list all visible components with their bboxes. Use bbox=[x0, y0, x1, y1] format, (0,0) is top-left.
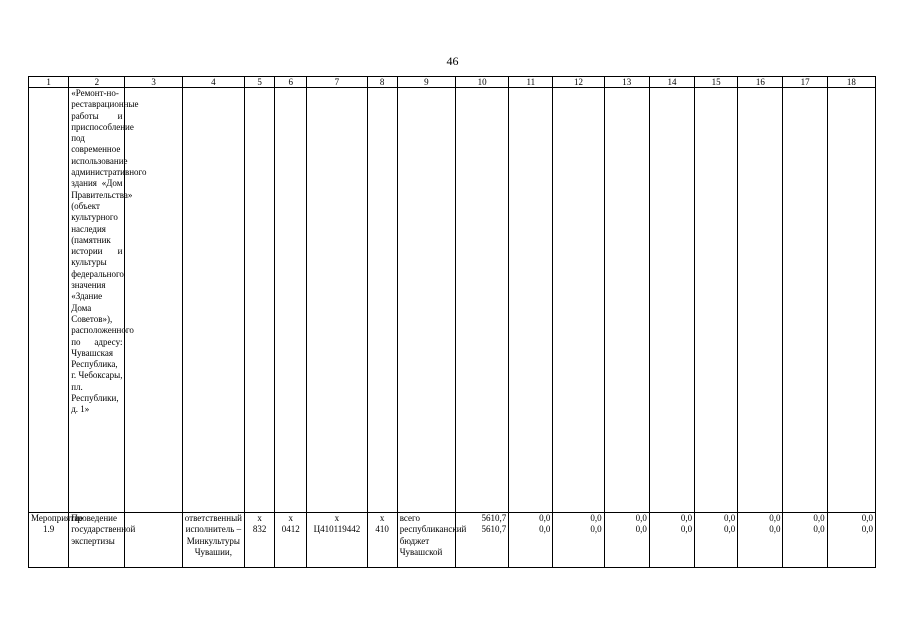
table-cell bbox=[245, 88, 275, 513]
header-cell: 8 bbox=[367, 77, 397, 88]
table-cell bbox=[307, 513, 367, 568]
cell-line: x bbox=[257, 513, 262, 523]
responsible-executor: ответственный исполнитель – Минкультуры Чувашии, bbox=[182, 513, 244, 568]
table-cell bbox=[367, 513, 397, 568]
cell-line: x bbox=[379, 513, 385, 523]
cell-line: x bbox=[288, 513, 293, 523]
amount-value: 0,0 bbox=[539, 524, 551, 535]
amount-cell bbox=[695, 513, 738, 568]
amount-value: 0,0 bbox=[813, 513, 825, 523]
header-cell: 11 bbox=[509, 77, 553, 88]
header-cell: 12 bbox=[553, 77, 604, 88]
amount-value: 0,0 bbox=[680, 524, 693, 535]
table-row bbox=[29, 513, 876, 568]
funding-source: республиканский бюджет Чувашской bbox=[399, 524, 467, 557]
table-cell bbox=[553, 88, 604, 513]
amount-value: 0,0 bbox=[769, 524, 781, 535]
amount-value: 0,0 bbox=[590, 513, 602, 523]
amount-value: 0,0 bbox=[769, 513, 781, 523]
table-cell bbox=[307, 88, 367, 513]
table-cell bbox=[783, 88, 827, 513]
header-cell: 2 bbox=[69, 77, 125, 88]
table-cell bbox=[397, 88, 455, 513]
amount-cell bbox=[509, 513, 553, 568]
amount-value: 0,0 bbox=[539, 513, 551, 523]
table-cell bbox=[695, 88, 738, 513]
table-cell bbox=[275, 88, 307, 513]
amount-cell bbox=[604, 513, 649, 568]
table-cell bbox=[125, 88, 182, 513]
header-cell: 14 bbox=[649, 77, 694, 88]
table-cell bbox=[245, 513, 275, 568]
amount-cell bbox=[827, 513, 875, 568]
amount-value: 0,0 bbox=[724, 513, 736, 523]
amount-value: 0,0 bbox=[635, 524, 647, 535]
header-cell: 6 bbox=[275, 77, 307, 88]
header-cell: 10 bbox=[455, 77, 508, 88]
table-cell bbox=[275, 513, 307, 568]
header-cell: 1 bbox=[29, 77, 69, 88]
header-cell: 16 bbox=[738, 77, 783, 88]
table-cell bbox=[509, 88, 553, 513]
amount-cell bbox=[783, 513, 827, 568]
amount-value: 5610,7 bbox=[481, 513, 507, 523]
amount-cell bbox=[738, 513, 783, 568]
header-cell: 18 bbox=[827, 77, 875, 88]
header-cell: 17 bbox=[783, 77, 827, 88]
table-cell bbox=[182, 88, 244, 513]
funding-source: всего bbox=[399, 513, 420, 523]
amount-value: 0,0 bbox=[680, 513, 693, 523]
cell-line: 0412 bbox=[281, 524, 300, 535]
table-cell bbox=[827, 88, 875, 513]
cell-line: 410 bbox=[375, 524, 389, 535]
header-cell: 7 bbox=[307, 77, 367, 88]
cell-line: 832 bbox=[252, 524, 267, 535]
table-cell bbox=[29, 88, 69, 513]
continued-description: «Ремонт-но-реставрационные работы и приспособление под современное использование административного здания «Дом Правительства» (объект культурного наследия (памятник истории и культуры федерального значения «Здание Дома Советов»), расположенного по адресу: Чувашская Республика, г. Чебоксары, пл. Республики, д. 1» bbox=[69, 88, 125, 513]
amount-value: 0,0 bbox=[861, 524, 873, 535]
header-cell: 9 bbox=[397, 77, 455, 88]
header-cell: 15 bbox=[695, 77, 738, 88]
amount-value: 0,0 bbox=[861, 513, 873, 523]
table-cell bbox=[367, 88, 397, 513]
table-cell bbox=[125, 513, 182, 568]
header-cell: 4 bbox=[182, 77, 244, 88]
amount-value: 0,0 bbox=[724, 524, 736, 535]
cell-line: x bbox=[334, 513, 340, 523]
amount-cell bbox=[455, 513, 508, 568]
amount-value: 5610,7 bbox=[481, 524, 507, 535]
table-cell bbox=[604, 88, 649, 513]
header-cell: 5 bbox=[245, 77, 275, 88]
amount-cell bbox=[553, 513, 604, 568]
budget-table bbox=[28, 76, 876, 568]
event-name: Проведение государственной экспертизы bbox=[69, 513, 125, 568]
header-cell: 3 bbox=[125, 77, 182, 88]
header-cell: 13 bbox=[604, 77, 649, 88]
table-cell bbox=[738, 88, 783, 513]
header-row bbox=[29, 77, 876, 88]
amount-value: 0,0 bbox=[635, 513, 647, 523]
table-cell bbox=[455, 88, 508, 513]
amount-value: 0,0 bbox=[590, 524, 602, 535]
amount-value: 0,0 bbox=[813, 524, 825, 535]
page-number: 46 bbox=[446, 54, 459, 68]
funding-source-cell bbox=[397, 513, 467, 568]
table-cell bbox=[649, 88, 694, 513]
event-label: Мероприятие 1.9 bbox=[29, 513, 69, 568]
cell-line: Ц410119442 bbox=[313, 524, 361, 535]
amount-cell bbox=[649, 513, 694, 568]
table-row bbox=[29, 88, 876, 513]
